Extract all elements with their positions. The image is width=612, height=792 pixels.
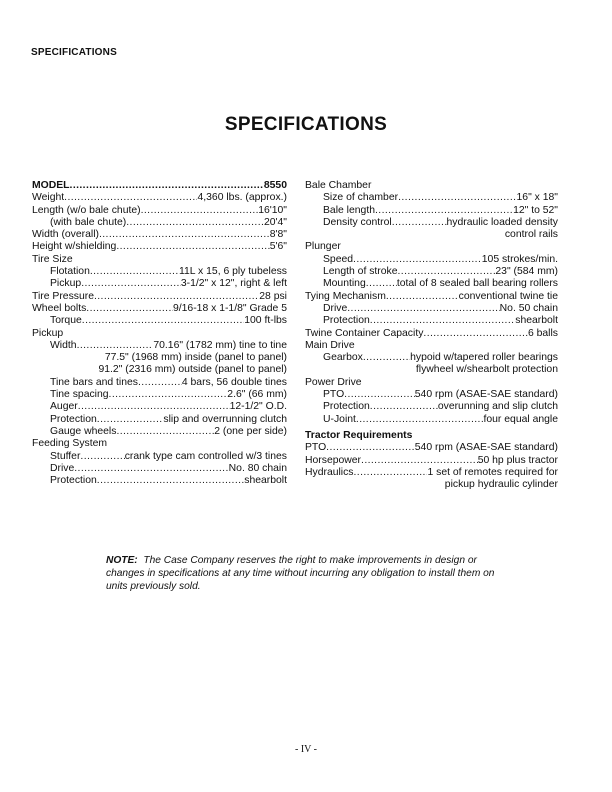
spec-tie-drive [305, 303, 558, 315]
spec-value: 16'10" [258, 204, 287, 216]
spec-value: 8550 [263, 180, 287, 191]
spec-label: Width (overall) [32, 229, 99, 241]
note-paragraph [106, 554, 506, 593]
spec-pickup-protection [32, 414, 287, 426]
spec-tine-bars [32, 377, 287, 389]
spec-value: 6 balls [527, 327, 558, 339]
spec-chamber-size [305, 192, 558, 204]
spec-value: No. 80 chain [228, 462, 287, 474]
spec-pto [305, 389, 558, 401]
note-label: NOTE: [106, 555, 138, 566]
spec-value: 11L x 15, 6 ply tubeless [178, 266, 287, 278]
spec-density-control [305, 217, 558, 229]
spec-value: hypoid w/tapered roller bearings [410, 352, 558, 364]
spec-label: Protection [50, 413, 97, 425]
spec-value: 12" to 52" [513, 204, 558, 216]
section-power-drive: Power Drive [305, 376, 362, 388]
spec-value: slip and overrunning clutch [163, 413, 287, 425]
section-bale-chamber: Bale Chamber [305, 180, 372, 191]
spec-label: Twine Container Capacity [305, 327, 424, 339]
spec-label: U-Joint [323, 413, 356, 425]
spec-feed-drive [32, 463, 287, 475]
spec-value: 9/16-18 x 1-1/8" Grade 5 [172, 302, 287, 314]
spec-label: Gauge wheels [50, 425, 117, 437]
section-tractor-requirements: Tractor Requirements [305, 429, 413, 441]
spec-tire-pickup [32, 278, 287, 290]
spec-bale-length [305, 205, 558, 217]
spec-wheel-bolts [32, 303, 287, 315]
section-feeding-system: Feeding System [32, 438, 108, 450]
spec-value: 4,360 lbs. (approx.) [197, 192, 287, 204]
spec-gauge-wheels [32, 426, 287, 438]
spec-pickup-width-outside: 91.2" (2316 mm) outside (panel to panel) [98, 364, 287, 376]
spec-value: shearbolt [515, 315, 558, 327]
spec-label: Length of stroke [323, 266, 398, 278]
spec-label: Protection [323, 315, 370, 327]
spec-value: 5'6" [269, 241, 287, 253]
spec-label: Drive [323, 302, 348, 314]
spec-label: Drive [50, 462, 75, 474]
spec-length [32, 205, 287, 217]
spec-twine [305, 328, 558, 340]
spec-label: Stuffer [50, 450, 81, 462]
spec-tire-pressure [32, 291, 287, 303]
spec-label: Tying Mechanism [305, 290, 386, 302]
spec-gearbox-cont: flywheel w/shearbolt protection [415, 364, 558, 376]
spec-value: 20'4" [263, 216, 287, 228]
spec-value: 4 bars, 56 double tines [181, 376, 287, 388]
spec-stuffer [32, 451, 287, 463]
spec-label: Speed [323, 253, 354, 265]
spec-value: 2.6" (66 mm) [227, 389, 287, 401]
spec-width [32, 229, 287, 241]
spec-label: Auger [50, 401, 78, 413]
spec-speed [305, 254, 558, 266]
spec-value: hydraulic loaded density [446, 216, 558, 228]
spec-value: 3-1/2" x 12", right & left [180, 278, 287, 290]
spec-value: conventional twine tie [458, 290, 558, 302]
spec-value: 540 rpm (ASAE-SAE standard) [414, 389, 558, 401]
spec-label: Horsepower [305, 454, 362, 466]
spec-label: Protection [323, 401, 370, 413]
spec-value: shearbolt [244, 475, 287, 487]
spec-length-with-chute [32, 217, 287, 229]
spec-label: Bale length [323, 204, 375, 216]
spec-label: Width [50, 339, 77, 351]
spec-pd-protection [305, 401, 558, 413]
spec-value: four equal angle [483, 413, 558, 425]
spec-label: Protection [50, 475, 97, 487]
spec-label: Hydraulics [305, 466, 354, 478]
spec-label: PTO [323, 389, 345, 401]
spec-value: 8'8" [269, 229, 287, 241]
spec-value: crank type cam controlled w/3 tines [124, 450, 287, 462]
spec-value: 50 hp plus tractor [477, 454, 558, 466]
spec-tine-spacing [32, 389, 287, 401]
spec-label: Pickup [50, 278, 82, 290]
spec-stroke [305, 266, 558, 278]
spec-label: Density control [323, 216, 392, 228]
spec-mounting [305, 278, 558, 290]
spec-label: Height w/shielding [32, 241, 117, 253]
spec-value: 100 ft-lbs [244, 315, 287, 327]
spec-label: Wheel bolts [32, 302, 87, 314]
spec-value: 70.16" (1782 mm) tine to tine [153, 339, 287, 351]
running-header: SPECIFICATIONS [31, 47, 117, 58]
spec-label: PTO [305, 442, 327, 454]
spec-value: 23" (584 mm) [495, 266, 558, 278]
spec-model [32, 180, 287, 192]
spec-value: 105 strokes/min. [481, 253, 558, 265]
spec-value: 540 rpm (ASAE-SAE standard) [414, 442, 558, 454]
spec-value: 16" x 18" [516, 192, 558, 204]
spec-weight [32, 192, 287, 204]
spec-label: Flotation [50, 266, 90, 278]
specs-left-column [32, 180, 287, 487]
spec-label: Weight [32, 192, 65, 204]
spec-tying [305, 291, 558, 303]
spec-value: total of 8 sealed ball bearing rollers [396, 278, 558, 290]
spec-label: MODEL [32, 180, 70, 191]
spec-ujoint [305, 414, 558, 426]
spec-height [32, 241, 287, 253]
section-plunger: Plunger [305, 241, 341, 253]
spec-hydraulics [305, 467, 558, 479]
spec-value: 1 set of remotes required for [427, 466, 558, 478]
spec-gearbox [305, 352, 558, 364]
section-tire-size: Tire Size [32, 253, 73, 265]
spec-feed-protection [32, 475, 287, 487]
spec-label: Tire Pressure [32, 290, 94, 302]
spec-label: Torque [50, 315, 82, 327]
spec-tractor-pto [305, 442, 558, 454]
spec-horsepower [305, 455, 558, 467]
specs-right-column [305, 180, 558, 491]
spec-label: Tine spacing [50, 389, 109, 401]
spec-pickup-width-inside: 77.5" (1968 mm) inside (panel to panel) [104, 352, 287, 364]
spec-label: Length (w/o bale chute) [32, 204, 141, 216]
page-number: - IV - [294, 744, 318, 755]
spec-density-control-cont: control rails [504, 229, 558, 241]
spec-label: Mounting [323, 278, 366, 290]
spec-value: overunning and slip clutch [437, 401, 558, 413]
note-text: The Case Company reserves the right to make improvements in design or changes in specifications at any time without incurring any obligation to install them on units previously sold. [106, 555, 495, 592]
spec-label: Size of chamber [323, 192, 399, 204]
spec-torque [32, 315, 287, 327]
page-title: SPECIFICATIONS [224, 114, 388, 135]
spec-tie-protection [305, 315, 558, 327]
section-pickup: Pickup [32, 327, 64, 339]
spec-flotation [32, 266, 287, 278]
spec-label: Tine bars and tines [50, 376, 138, 388]
spec-value: No. 50 chain [499, 302, 558, 314]
spec-value: 28 psi [259, 290, 287, 302]
spec-label: Gearbox [323, 352, 363, 364]
section-main-drive: Main Drive [305, 339, 355, 351]
spec-value: 12-1/2" O.D. [229, 401, 287, 413]
spec-pickup-width [32, 340, 287, 352]
spec-auger [32, 401, 287, 413]
spec-label: (with bale chute) [50, 216, 127, 228]
spec-hydraulics-cont: pickup hydraulic cylinder [444, 479, 558, 491]
spec-value: 2 (one per side) [214, 425, 287, 437]
